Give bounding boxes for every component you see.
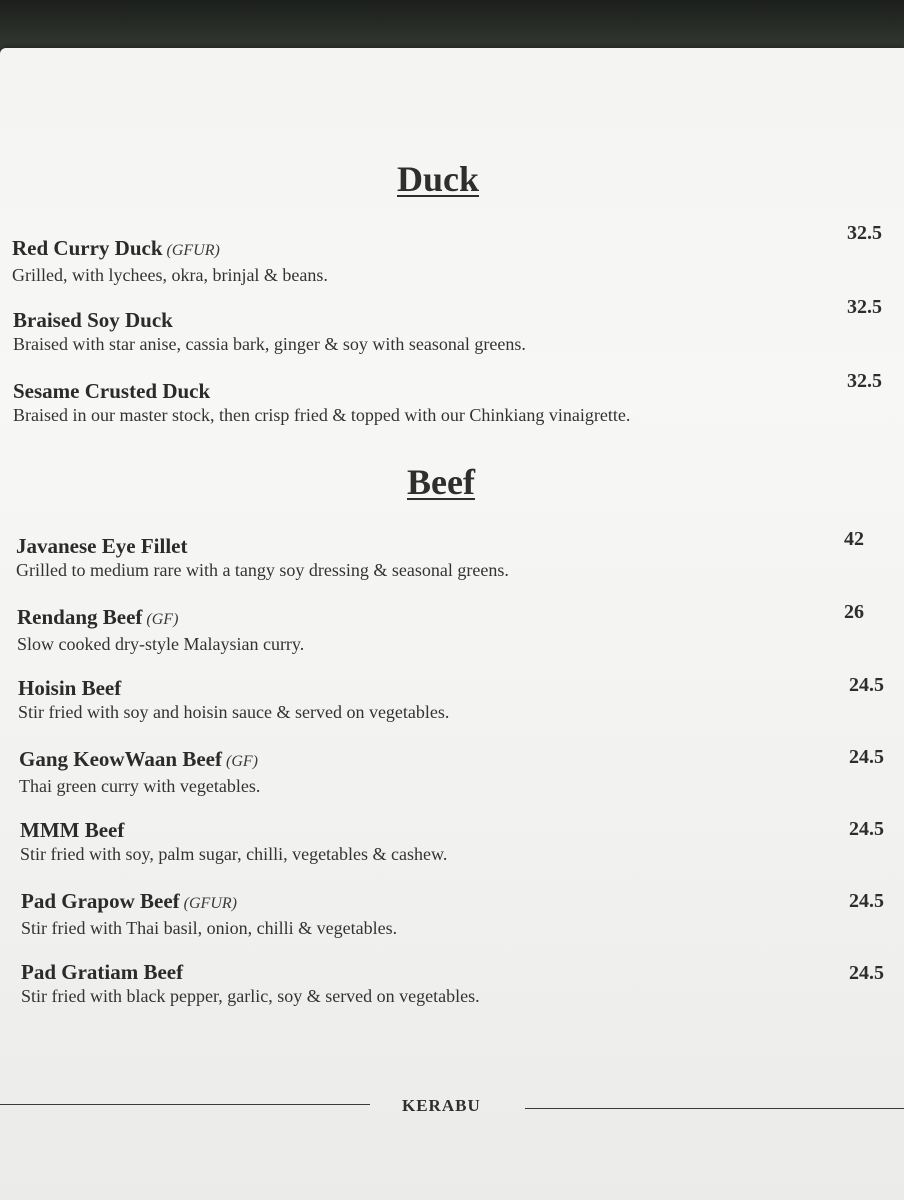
item-price: 26 [844, 601, 864, 623]
item-price: 24.5 [849, 962, 884, 984]
item-name [16, 534, 509, 558]
item-name-text: Pad Gratiam Beef [21, 960, 184, 984]
item-price: 24.5 [849, 818, 884, 840]
item-price: 24.5 [849, 674, 884, 696]
item-name-text: Pad Grapow Beef [21, 889, 180, 913]
item-description: Thai green curry with vegetables. [19, 776, 261, 796]
item-description: Grilled, with lychees, okra, brinjal & beans. [12, 265, 328, 285]
item-name [20, 818, 447, 842]
menu-item [12, 236, 328, 287]
item-price: 24.5 [849, 746, 884, 768]
item-name-text: Sesame Crusted Duck [13, 379, 211, 403]
dietary-tag: (GF) [146, 611, 179, 628]
menu-page [0, 48, 904, 1200]
menu-item [21, 960, 480, 1008]
item-name [18, 676, 449, 700]
item-price: 24.5 [849, 890, 884, 912]
menu-item [17, 605, 304, 656]
menu-item [13, 379, 630, 427]
item-name [19, 747, 260, 774]
item-name-text: MMM Beef [20, 818, 125, 842]
footer-rule-right [525, 1108, 904, 1109]
item-name [21, 960, 480, 984]
footer-brand: KERABU [402, 1096, 481, 1115]
footer-rule-left [0, 1104, 370, 1105]
menu-item [13, 308, 526, 356]
dietary-tag: (GFUR) [166, 242, 220, 259]
menu-item [19, 747, 260, 798]
item-name-text: Red Curry Duck [12, 236, 163, 260]
item-price: 32.5 [847, 222, 882, 244]
menu-item [21, 889, 397, 940]
section-title-beef: Beef [407, 462, 475, 502]
dietary-tag: (GF) [226, 753, 258, 770]
item-description: Stir fried with soy, palm sugar, chilli, vegetables & cashew. [20, 844, 448, 864]
item-name [13, 379, 630, 403]
item-description: Slow cooked dry-style Malaysian curry. [17, 634, 305, 654]
item-name-text: Javanese Eye Fillet [16, 534, 188, 558]
item-name-text: Hoisin Beef [18, 676, 122, 700]
menu-item [20, 818, 447, 866]
item-name [21, 889, 397, 916]
item-name-text: Gang KeowWaan Beef [19, 747, 222, 771]
section-title-duck: Duck [397, 159, 480, 199]
item-name [17, 605, 304, 632]
dietary-tag: (GFUR) [183, 895, 237, 912]
menu-item [18, 676, 449, 724]
menu-item [16, 534, 509, 582]
item-description: Stir fried with black pepper, garlic, soy & served on vegetables. [21, 986, 480, 1006]
item-description: Braised in our master stock, then crisp fried & topped with our Chinkiang vinaigrette. [13, 405, 631, 425]
item-price: 32.5 [847, 370, 882, 392]
item-price: 42 [844, 528, 864, 550]
item-description: Stir fried with Thai basil, onion, chilli & vegetables. [21, 918, 398, 938]
item-name [12, 236, 328, 263]
item-description: Grilled to medium rare with a tangy soy dressing & seasonal greens. [16, 560, 509, 580]
item-description: Stir fried with soy and hoisin sauce & served on vegetables. [18, 702, 450, 722]
item-description: Braised with star anise, cassia bark, ginger & soy with seasonal greens. [13, 334, 526, 354]
item-price: 32.5 [847, 296, 882, 318]
item-name-text: Rendang Beef [17, 605, 143, 629]
item-name [13, 308, 526, 332]
item-name-text: Braised Soy Duck [13, 308, 173, 332]
